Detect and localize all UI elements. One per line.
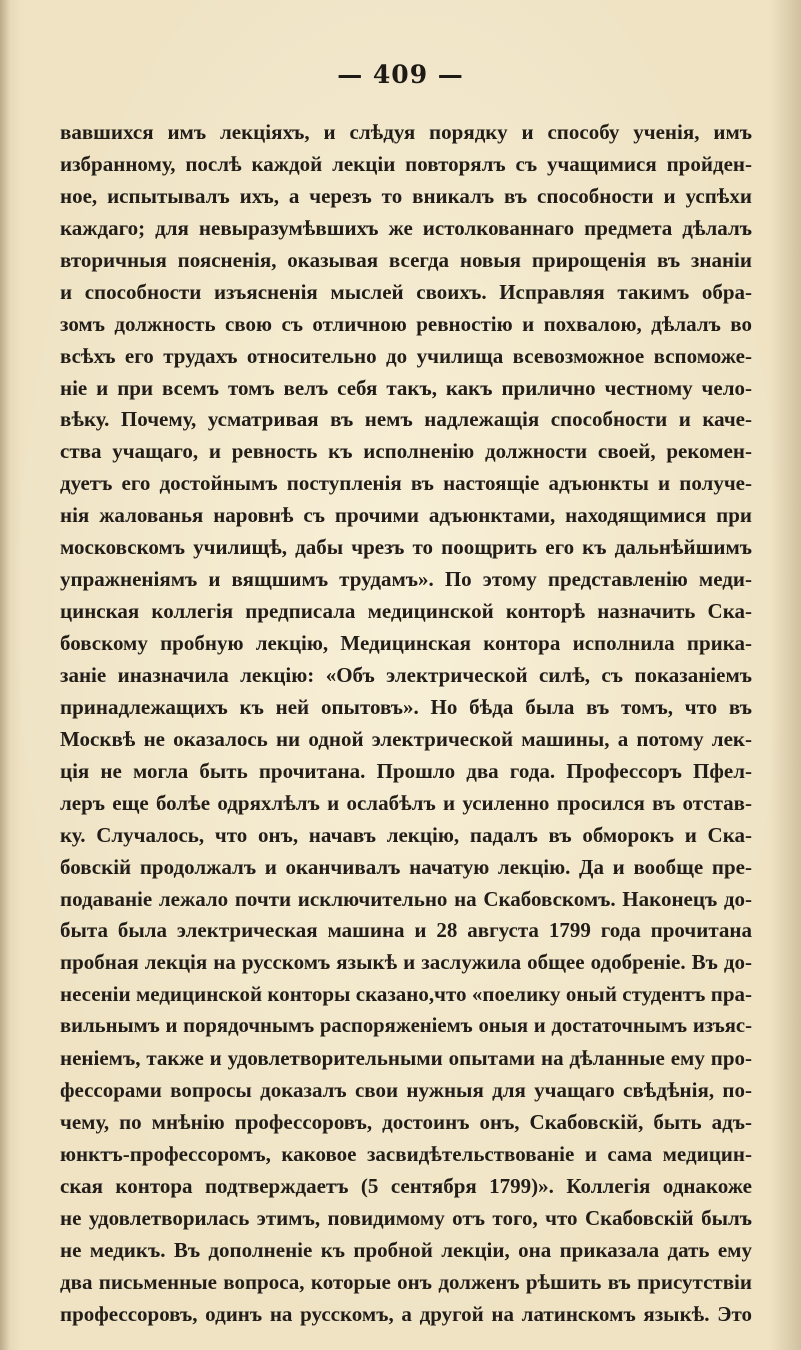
- page-number: — 409 —: [337, 60, 464, 89]
- text-line: юнктъ-профессоромъ, каковое засвидѣтельствованіе и сама медицин-: [60, 1142, 752, 1166]
- text-line: вильнымъ и порядочнымъ распоряженіемъ оныя и достаточнымъ изъяс-: [60, 1015, 752, 1038]
- text-line: и способности изъясненія мыслей своихъ. Исправляя такимъ обра-: [60, 279, 752, 304]
- text-line: ства учащаго, и ревность къ исполненію должности своей, рекомен-: [60, 439, 752, 464]
- text-line: московскомъ училищѣ, дабы чрезъ то поощрить его къ дальнѣйшимъ: [60, 535, 752, 560]
- text-line: цинская коллегія предписала медицинской конторѣ назначить Ска-: [60, 599, 752, 624]
- text-line: всѣхъ его трудахъ относительно до училища всевозможное вспоможе-: [60, 343, 752, 368]
- text-line: леръ еще болѣе одряхлѣлъ и ослабѣлъ и усиленно просился въ отстав-: [60, 790, 752, 815]
- text-line: нія жалованья наровнѣ съ прочими адъюнктами, находящимися при: [60, 503, 752, 528]
- text-line: пробная лекція на русскомъ языкѣ и заслужила общее одобреніе. Въ до-: [60, 950, 752, 975]
- text-line: зомъ должность свою съ отличною ревностію и похвалою, дѣлалъ во: [60, 311, 752, 336]
- text-line: не медикъ. Въ дополненіе къ пробной лекціи, она приказала дать ему: [60, 1237, 752, 1262]
- text-line: несеніи медицинской конторы сказано,что «поелику оный студентъ пра-: [60, 982, 752, 1007]
- text-line: упражненіямъ и вящшимъ трудамъ». По этому представленію меди-: [60, 567, 752, 592]
- text-line: каждаго; для невыразумѣвшихъ же истолкованнаго предмета дѣлалъ: [60, 215, 752, 240]
- text-line: вѣку. Почему, усматривая въ немъ надлежащія способности и каче-: [60, 407, 752, 432]
- text-line: фессорами вопросы доказалъ свои нужныя для учащаго свѣдѣнія, по-: [60, 1078, 752, 1103]
- text-line: два письменные вопроса, которые онъ долженъ рѣшить въ присутствіи: [60, 1269, 752, 1294]
- page-spine-shadow: [0, 0, 10, 1350]
- body-text: [60, 117, 752, 1331]
- text-line: принадлежащихъ къ ней опытовъ». Но бѣда была въ томъ, что въ: [60, 694, 752, 719]
- text-line: заніе иназначила лекцію: «Объ электрической силѣ, съ показаніемъ: [60, 662, 752, 687]
- text-line: ція не могла быть прочитана. Прошло два года. Профессоръ Пфел-: [60, 758, 752, 783]
- text-line: неніемъ, также и удовлетворительными опытами на дѣланные ему про-: [60, 1046, 752, 1071]
- text-line: ку. Случалось, что онъ, начавъ лекцію, падалъ въ обморокъ и Ска-: [60, 822, 752, 847]
- text-line: быта была электрическая машина и 28 августа 1799 года прочитана: [60, 918, 752, 943]
- text-line: не удовлетворилась этимъ, повидимому отъ того, что Скабовскій былъ: [60, 1205, 752, 1230]
- text-line: профессоровъ, одинъ на русскомъ, а другой на латинскомъ языкѣ. Это: [60, 1301, 752, 1326]
- text-line: вавшихся имъ лекціяхъ, и слѣдуя порядку и способу ученія, имъ: [60, 120, 752, 144]
- text-line: ская контора подтверждаетъ (5 сентября 1799)». Коллегія однакоже: [60, 1173, 752, 1198]
- text-line: ное, испытывалъ ихъ, а черезъ то вникалъ въ способности и успѣхи: [60, 183, 752, 208]
- text-line: бовскій продолжалъ и оканчивалъ начатую лекцію. Да и вообще пре-: [60, 854, 752, 879]
- text-line: избранному, послѣ каждой лекціи повторялъ съ учащимися пройден-: [60, 151, 752, 176]
- text-line: дуетъ его достойнымъ поступленія въ настоящіе адъюнкты и получе-: [60, 471, 752, 496]
- text-line: бовскому пробную лекцію, Медицинская контора исполнила прика-: [60, 631, 752, 655]
- text-line: подаваніе лежало почти исключительно на Скабовскомъ. Наконецъ до-: [60, 886, 752, 911]
- text-line: Москвѣ не оказалось ни одной электрической машины, а потому лек-: [60, 726, 752, 751]
- text-line: вторичныя поясненія, оказывая всегда новыя прирощенія въ знаніи: [60, 247, 752, 272]
- text-line: ніе и при всемъ томъ велъ себя такъ, какъ прилично честному чело-: [60, 375, 752, 400]
- text-line: чему, по мнѣнію профессоровъ, достоинъ онъ, Скабовскій, быть адъ-: [60, 1110, 752, 1135]
